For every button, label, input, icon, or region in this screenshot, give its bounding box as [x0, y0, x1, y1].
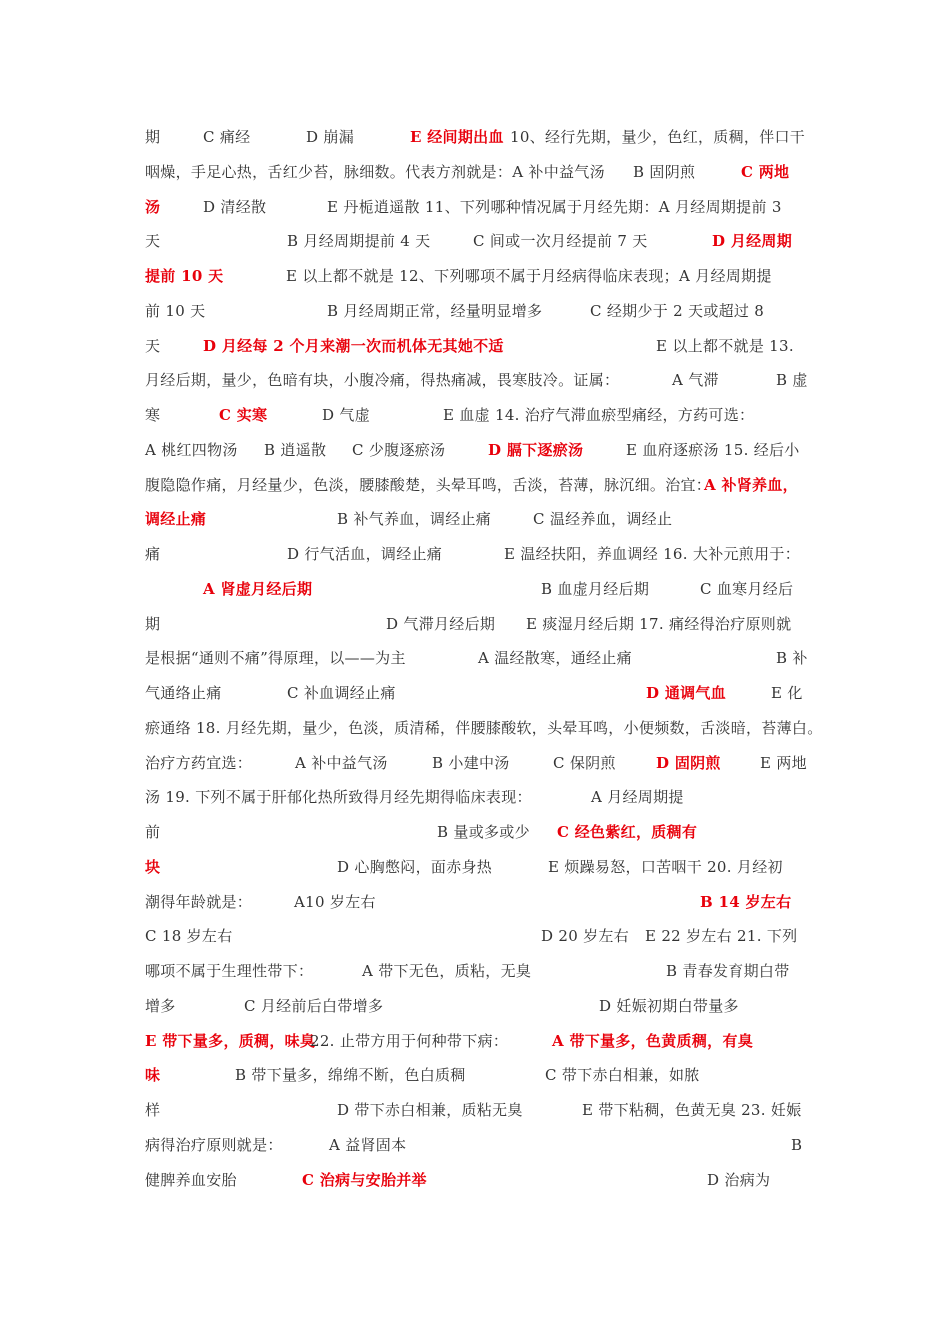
question-text: E 以上都不就是 13. — [656, 336, 794, 355]
text-line — [0, 543, 950, 569]
answer-text: C 经色紫红，质稠有 — [557, 823, 698, 841]
text-line — [0, 265, 950, 291]
text-line — [0, 717, 950, 743]
question-text: B — [791, 1135, 803, 1154]
question-text: C 18 岁左右 — [145, 927, 233, 946]
text-line — [0, 300, 950, 326]
question-text: D 崩漏 — [306, 128, 354, 146]
question-text: D 妊娠初期白带量多 — [599, 996, 739, 1015]
question-text: D 行气活血，调经止痛 — [287, 545, 443, 563]
question-text: 汤 19. 下列不属于肝郁化热所致得月经先期得临床表现： — [145, 788, 532, 807]
text-line — [0, 856, 950, 882]
question-text: B 血虚月经后期 — [541, 579, 650, 598]
question-text: B 逍遥散 — [264, 440, 327, 459]
text-line — [0, 196, 950, 222]
answer-text: 味 — [145, 1066, 161, 1085]
text-line — [0, 960, 950, 986]
answer-text: B 14 岁左右 — [700, 892, 792, 911]
text-line — [0, 995, 950, 1021]
question-text: C 补血调经止痛 — [287, 684, 396, 702]
answer-text: D 通调气血 — [646, 684, 727, 702]
text-line — [0, 1099, 950, 1125]
question-text: 咽燥，手足心热，舌红少苔，脉细数。代表方剂就是：A 补中益气汤 — [145, 162, 605, 181]
question-text: C 少腹逐瘀汤 — [352, 440, 446, 459]
question-text: C 带下赤白相兼，如脓 — [545, 1066, 700, 1085]
question-text: A 益肾固本 — [329, 1135, 407, 1154]
question-text: E 温经扶阳，养血调经 16. 大补元煎用于： — [504, 545, 801, 563]
question-text: A 桃红四物汤 — [145, 440, 238, 459]
answer-text: E 带下量多，质稠，味臭 — [145, 1031, 316, 1050]
question-text: 月经后期，量少，色暗有块，小腹冷痛，得热痛减，畏寒肢冷。证属： — [145, 371, 620, 390]
question-text: 哪项不属于生理性带下： — [145, 962, 314, 980]
question-text: A 带下无色，质粘，无臭 — [362, 962, 532, 980]
question-text: 期 — [145, 128, 161, 146]
text-line — [0, 369, 950, 395]
text-line — [0, 891, 950, 917]
question-text: 增多 — [145, 996, 176, 1015]
text-line — [0, 682, 950, 708]
text-line — [0, 230, 950, 256]
question-text: 健脾养血安胎 — [145, 1170, 237, 1189]
question-text: 腹隐隐作痛，月经量少，色淡，腰膝酸楚，头晕耳鸣，舌淡，苔薄，脉沉细。治宜： — [145, 475, 712, 494]
question-text: A 温经散寒，通经止痛 — [478, 649, 632, 668]
question-text: A 月经周期提 — [591, 788, 684, 807]
answer-text: E 经间期出血 — [410, 128, 504, 146]
question-text: E 带下粘稠，色黄无臭 23. 妊娠 — [582, 1101, 802, 1119]
question-text: B 补气养血，调经止痛 — [337, 510, 492, 529]
question-text: A10 岁左右 — [294, 892, 376, 911]
question-text: 治疗方药宜选： — [145, 753, 253, 772]
answer-text: D 膈下逐瘀汤 — [488, 440, 584, 459]
answer-text: 块 — [145, 857, 161, 876]
question-text: 瘀通络 18. 月经先期，量少，色淡，质清稀，伴腰膝酸软，头晕耳鸣，小便频数，舌淡暗，苔薄白。 — [145, 718, 823, 737]
question-text: E 两地 — [760, 753, 807, 772]
text-line — [0, 752, 950, 778]
question-text: 天 — [145, 336, 161, 355]
question-text: A 补中益气汤 — [295, 753, 388, 772]
question-text: 气通络止痛 — [145, 684, 222, 702]
question-text: B 虚 — [776, 371, 808, 390]
text-line — [0, 474, 950, 500]
question-text: C 血寒月经后 — [700, 579, 794, 598]
question-text: E 化 — [771, 684, 803, 702]
question-text: 寒 — [145, 406, 161, 424]
question-text: 潮得年龄就是： — [145, 892, 253, 911]
question-text: 10、经行先期，量少，色红，质稠，伴口干 — [510, 128, 806, 146]
question-text: 天 — [145, 232, 161, 251]
text-line — [0, 161, 950, 187]
text-line — [0, 508, 950, 534]
question-text: B 补 — [776, 649, 808, 668]
question-text: D 气滞月经后期 — [386, 614, 496, 633]
question-text: D 治病为 — [707, 1170, 771, 1189]
answer-text: C 治病与安胎并举 — [302, 1170, 427, 1189]
answer-text: D 固阴煎 — [656, 753, 721, 772]
question-text: D 清经散 — [203, 197, 267, 216]
text-line — [0, 404, 950, 430]
text-line — [0, 335, 950, 361]
question-text: B 小建中汤 — [432, 753, 510, 772]
answer-text: A 带下量多，色黄质稠，有臭 — [552, 1031, 754, 1050]
text-line — [0, 925, 950, 951]
question-text: 期 — [145, 614, 161, 633]
answer-text: 调经止痛 — [145, 510, 207, 529]
answer-text: 提前 10 天 — [145, 267, 224, 285]
text-line — [0, 1030, 950, 1056]
question-text: E 痰湿月经后期 17. 痛经得治疗原则就 — [526, 614, 792, 633]
question-text: B 量或多或少 — [437, 823, 530, 841]
question-text: E 以上都不就是 12、下列哪项不属于月经病得临床表现；A 月经周期提 — [286, 267, 772, 285]
question-text: 22. 止带方用于何种带下病： — [310, 1031, 509, 1050]
question-text: 是根据“通则不痛”得原理，以——为主 — [145, 649, 406, 668]
question-text: B 带下量多，绵绵不断，色白质稠 — [235, 1066, 466, 1085]
question-text: B 月经周期提前 4 天 — [287, 232, 431, 251]
question-text: B 固阴煎 — [633, 162, 696, 181]
text-line — [0, 647, 950, 673]
question-text: E 烦躁易怒，口苦咽干 20. 月经初 — [548, 857, 783, 876]
answer-text: D 月经周期 — [712, 232, 793, 251]
question-text: 前 — [145, 823, 161, 841]
question-text: D 20 岁左右 — [541, 927, 630, 946]
answer-text: C 两地 — [741, 162, 790, 181]
text-line — [0, 613, 950, 639]
answer-text: 汤 — [145, 197, 161, 216]
question-text: E 血虚 14. 治疗气滞血瘀型痛经，方药可选： — [443, 406, 755, 424]
question-text: 痛 — [145, 545, 161, 563]
question-text: D 心胸憋闷，面赤身热 — [337, 857, 493, 876]
question-text: B 月经周期正常，经量明显增多 — [327, 301, 543, 320]
question-text: C 保阴煎 — [553, 753, 616, 772]
text-line — [0, 439, 950, 465]
answer-text: A 肾虚月经后期 — [203, 579, 313, 598]
text-line — [0, 126, 950, 152]
question-text: C 月经前后白带增多 — [244, 996, 384, 1015]
text-line — [0, 1169, 950, 1195]
question-text: A 气滞 — [672, 371, 719, 390]
question-text: C 经期少于 2 天或超过 8 — [590, 301, 765, 320]
answer-text: D 月经每 2 个月来潮一次而机体无其她不适 — [203, 336, 504, 355]
question-text: C 间或一次月经提前 7 天 — [473, 232, 648, 251]
question-text: B 青春发育期白带 — [666, 962, 790, 980]
text-line — [0, 1064, 950, 1090]
question-text: 病得治疗原则就是： — [145, 1135, 283, 1154]
text-line — [0, 786, 950, 812]
question-text: D 带下赤白相兼，质粘无臭 — [337, 1101, 523, 1119]
text-line — [0, 821, 950, 847]
question-text: E 丹栀逍遥散 11、下列哪种情况属于月经先期：A 月经周期提前 3 — [327, 197, 782, 216]
answer-text: C 实寒 — [219, 406, 268, 424]
question-text: 前 10 天 — [145, 301, 206, 320]
question-text: E 22 岁左右 21. 下列 — [645, 927, 798, 946]
question-text: E 血府逐瘀汤 15. 经后小 — [626, 440, 800, 459]
question-text: C 痛经 — [203, 128, 251, 146]
text-line — [0, 1134, 950, 1160]
question-text: C 温经养血，调经止 — [533, 510, 673, 529]
text-line — [0, 578, 950, 604]
question-text: 样 — [145, 1101, 161, 1119]
question-text: D 气虚 — [322, 406, 370, 424]
answer-text: A 补肾养血， — [704, 475, 798, 494]
